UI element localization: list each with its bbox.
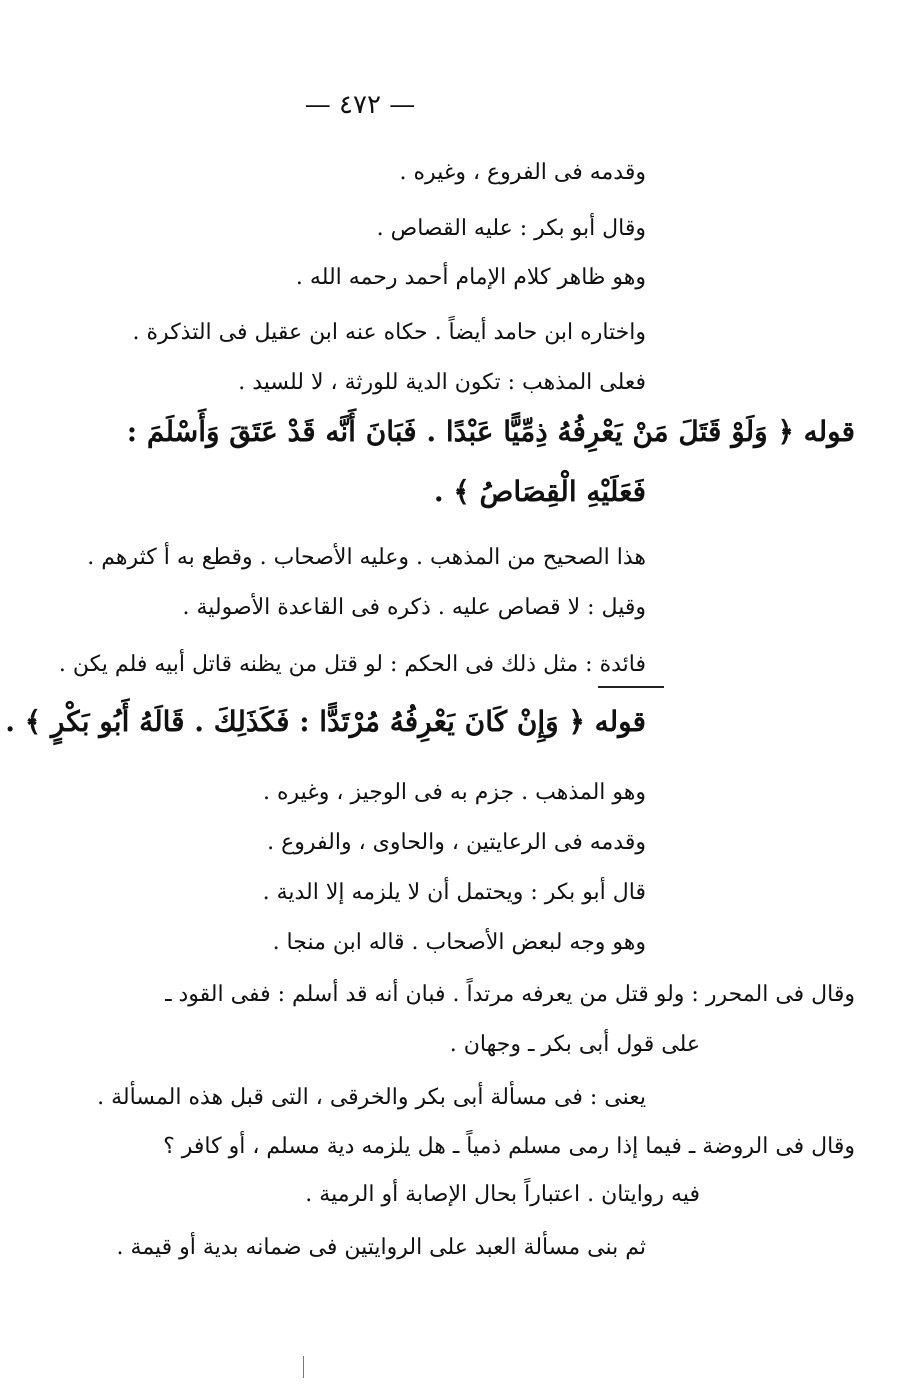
note-line: فائدة : مثل ذلك فى الحكم : لو قتل من يظنه قاتل أبيه فلم يكن . xyxy=(58,652,646,677)
text-line-8: وهو المذهب . جزم به فى الوجيز ، وغيره . xyxy=(262,780,646,805)
text-line-7: وقيل : لا قصاص عليه . ذكره فى القاعدة الأصولية . xyxy=(182,595,646,620)
text-line-1: وقدمه فى الفروع ، وغيره . xyxy=(399,160,646,185)
text-line-12: وقال فى المحرر : ولو قتل من يعرفه مرتداً . فبان أنه قد أسلم : ففى القود ـ xyxy=(165,982,855,1007)
quoted-verse-heading-1-continued: فَعَلَيْهِ الْقِصَاصُ ﴾ . xyxy=(433,475,646,508)
text-line-11: وهو وجه لبعض الأصحاب . قاله ابن منجا . xyxy=(272,930,646,955)
text-line-15: وقال فى الروضة ـ فيما إذا رمى مسلم ذمياً ـ هل يلزمه دية مسلم ، أو كافر ؟ xyxy=(163,1134,855,1159)
quoted-verse-heading-2: قوله ﴿ وَإِنْ كَانَ يَعْرِفُهُ مُرْتَدًّا : فَكَذَلِكَ . قَالَهُ أَبُو بَكْرٍ ﴾ . xyxy=(5,705,646,738)
text-line-2: وقال أبو بكر : عليه القصاص . xyxy=(376,216,646,241)
margin-mark xyxy=(303,1356,304,1378)
text-line-13: على قول أبى بكر ـ وجهان . xyxy=(449,1032,700,1057)
page-number: — ٤٧٢ — xyxy=(304,90,416,120)
text-line-3: وهو ظاهر كلام الإمام أحمد رحمه الله . xyxy=(295,265,646,290)
text-line-5: فعلى المذهب : تكون الدية للورثة ، لا للسيد . xyxy=(238,370,646,395)
text-line-4: واختاره ابن حامد أيضاً . حكاه عنه ابن عقيل فى التذكرة . xyxy=(132,320,646,345)
text-line-9: وقدمه فى الرعايتين ، والحاوى ، والفروع . xyxy=(267,830,646,855)
quoted-verse-heading-1: قوله ﴿ وَلَوْ قَتَلَ مَنْ يَعْرِفُهُ ذِمِّيًّا عَبْدًا . فَبَانَ أَنَّه قَدْ عَتَقَ وَأَسْلَمَ : xyxy=(126,415,855,448)
note-underline xyxy=(598,686,664,688)
text-line-17: ثم بنى مسألة العبد على الروايتين فى ضمانه بدية أو قيمة . xyxy=(116,1235,646,1260)
text-line-10: قال أبو بكر : ويحتمل أن لا يلزمه إلا الدية . xyxy=(262,880,646,905)
text-line-6: هذا الصحيح من المذهب . وعليه الأصحاب . وقطع به أ كثرهم . xyxy=(87,545,646,570)
text-line-14: يعنى : فى مسألة أبى بكر والخرقى ، التى قبل هذه المسألة . xyxy=(97,1085,646,1110)
text-line-16: فيه روايتان . اعتباراً بحال الإصابة أو الرمية . xyxy=(305,1182,700,1207)
